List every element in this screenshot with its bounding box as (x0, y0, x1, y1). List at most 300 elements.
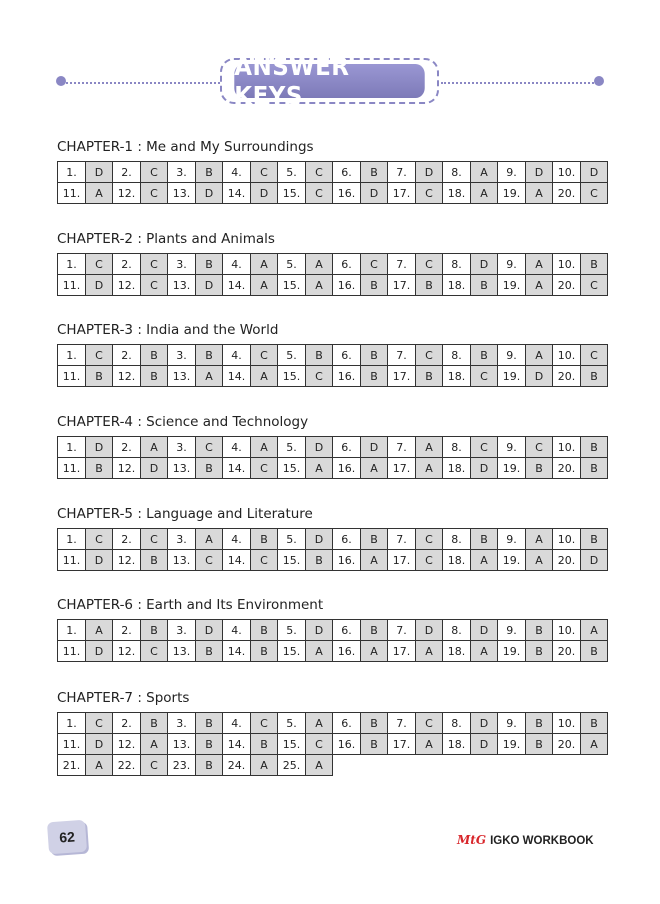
answer-letter: C (141, 183, 168, 204)
question-number: 20. (553, 275, 581, 296)
table-row (58, 458, 608, 479)
table-row (58, 755, 608, 776)
answer-letter: B (196, 755, 223, 776)
question-number: 3. (168, 713, 196, 734)
answer-letter: A (251, 437, 278, 458)
chapter-title (57, 689, 608, 707)
answer-letter: C (141, 529, 168, 550)
question-number: 2. (113, 254, 141, 275)
answer-letter: C (581, 183, 608, 204)
answer-letter: D (86, 641, 113, 662)
question-number: 10. (553, 620, 581, 641)
question-number: 4. (223, 529, 251, 550)
question-number: 14. (223, 458, 251, 479)
answer-letter: B (361, 734, 388, 755)
answer-letter: D (581, 550, 608, 571)
answer-letter: D (471, 620, 498, 641)
answer-letter: A (86, 620, 113, 641)
question-number: 2. (113, 620, 141, 641)
answer-letter: C (251, 162, 278, 183)
question-number: 3. (168, 345, 196, 366)
answer-letter: A (196, 366, 223, 387)
answer-letter: B (361, 162, 388, 183)
question-number: 14. (223, 641, 251, 662)
answer-letter: C (306, 183, 333, 204)
question-number: 7. (388, 162, 416, 183)
answer-letter: C (306, 366, 333, 387)
question-number: 8. (443, 529, 471, 550)
answer-letter: C (416, 183, 443, 204)
question-number: 19. (498, 641, 526, 662)
answer-letter: B (526, 734, 553, 755)
answer-letter: B (141, 366, 168, 387)
question-number: 2. (113, 437, 141, 458)
answer-letter: B (581, 458, 608, 479)
answer-letter: A (526, 183, 553, 204)
question-number: 7. (388, 713, 416, 734)
question-number: 17. (388, 458, 416, 479)
answer-letter: D (306, 529, 333, 550)
question-number: 16. (333, 275, 361, 296)
answer-letter: B (86, 458, 113, 479)
question-number: 12. (113, 734, 141, 755)
question-number: 15. (278, 366, 306, 387)
answer-letter: D (471, 713, 498, 734)
dotted-divider-left (62, 82, 220, 84)
answer-letter: C (471, 366, 498, 387)
question-number: 5. (278, 437, 306, 458)
question-number: 6. (333, 529, 361, 550)
question-number: 17. (388, 183, 416, 204)
answer-table (57, 436, 608, 479)
answer-letter: A (251, 366, 278, 387)
question-number: 19. (498, 366, 526, 387)
answer-table (57, 712, 608, 776)
question-number: 17. (388, 550, 416, 571)
question-number: 10. (553, 437, 581, 458)
question-number: 14. (223, 550, 251, 571)
question-number: 8. (443, 437, 471, 458)
question-number: 12. (113, 275, 141, 296)
question-number: 1. (58, 529, 86, 550)
table-row (58, 529, 608, 550)
chapter-5 (57, 505, 608, 571)
chapter-label: CHAPTER-4 : (57, 414, 147, 430)
answer-letter: C (141, 254, 168, 275)
question-number: 3. (168, 620, 196, 641)
answer-letter: B (581, 529, 608, 550)
answer-table (57, 253, 608, 296)
answer-letter: C (196, 550, 223, 571)
chapter-label: CHAPTER-2 : (57, 231, 147, 247)
answer-table (57, 619, 608, 662)
question-number: 8. (443, 162, 471, 183)
question-number: 1. (58, 254, 86, 275)
question-number: 12. (113, 366, 141, 387)
question-number: 13. (168, 734, 196, 755)
answer-letter: B (526, 641, 553, 662)
question-number: 18. (443, 641, 471, 662)
answer-table (57, 161, 608, 204)
question-number: 2. (113, 345, 141, 366)
answer-letter: C (416, 550, 443, 571)
answer-letter: B (196, 345, 223, 366)
table-row (58, 183, 608, 204)
question-number: 18. (443, 458, 471, 479)
answer-letter: A (306, 713, 333, 734)
answer-letter: A (306, 458, 333, 479)
question-number: 10. (553, 345, 581, 366)
chapter-title (57, 596, 608, 614)
answer-letter: A (526, 529, 553, 550)
question-number: 14. (223, 734, 251, 755)
answer-letter: D (141, 458, 168, 479)
question-number: 9. (498, 529, 526, 550)
question-number: 15. (278, 734, 306, 755)
workbook-name: IGKO WORKBOOK (490, 835, 594, 847)
question-number: 11. (58, 366, 86, 387)
question-number: 22. (113, 755, 141, 776)
answer-letter: A (251, 275, 278, 296)
answer-letter: A (416, 437, 443, 458)
answer-letter: B (141, 620, 168, 641)
brand-footer (457, 833, 594, 847)
question-number: 9. (498, 254, 526, 275)
answer-letter: D (306, 437, 333, 458)
question-number: 7. (388, 437, 416, 458)
question-number: 4. (223, 162, 251, 183)
answer-letter: B (196, 734, 223, 755)
chapter-4 (57, 413, 608, 479)
question-number: 10. (553, 713, 581, 734)
answer-letter: A (306, 275, 333, 296)
answer-letter: B (196, 458, 223, 479)
question-number: 2. (113, 713, 141, 734)
answer-letter: B (581, 254, 608, 275)
answer-letter: C (251, 458, 278, 479)
table-row (58, 734, 608, 755)
question-number: 15. (278, 275, 306, 296)
answer-letter: A (196, 529, 223, 550)
answer-letter: C (141, 162, 168, 183)
question-number: 19. (498, 183, 526, 204)
answer-letter: D (471, 734, 498, 755)
question-number: 18. (443, 366, 471, 387)
answer-letter: C (416, 713, 443, 734)
question-number: 20. (553, 183, 581, 204)
answer-letter: B (196, 641, 223, 662)
chapter-name: India and the World (146, 322, 279, 338)
answer-letter: B (306, 345, 333, 366)
question-number: 6. (333, 162, 361, 183)
chapter-label: CHAPTER-3 : (57, 322, 147, 338)
question-number: 10. (553, 529, 581, 550)
answer-letter: B (581, 713, 608, 734)
answer-letter: C (251, 550, 278, 571)
dot-ornament-right (594, 76, 604, 86)
answer-letter: C (306, 734, 333, 755)
answer-letter: D (251, 183, 278, 204)
answer-letter: B (526, 713, 553, 734)
question-number: 2. (113, 529, 141, 550)
answer-letter: B (361, 366, 388, 387)
question-number: 8. (443, 620, 471, 641)
dotted-divider-right (441, 82, 598, 84)
chapter-label: CHAPTER-6 : (57, 597, 147, 613)
question-number: 13. (168, 458, 196, 479)
answer-letter: C (471, 437, 498, 458)
question-number: 21. (58, 755, 86, 776)
question-number: 5. (278, 254, 306, 275)
question-number: 11. (58, 641, 86, 662)
question-number: 19. (498, 458, 526, 479)
question-number: 11. (58, 550, 86, 571)
question-number: 23. (168, 755, 196, 776)
answer-letter: C (141, 755, 168, 776)
chapter-1 (57, 138, 608, 204)
answer-letter: B (251, 734, 278, 755)
chapter-2 (57, 230, 608, 296)
answer-letter: D (416, 162, 443, 183)
answer-letter: A (526, 275, 553, 296)
answer-letter: C (251, 713, 278, 734)
answer-letter: B (361, 620, 388, 641)
answer-letter: A (471, 641, 498, 662)
answer-letter: D (361, 437, 388, 458)
answer-letter: B (471, 275, 498, 296)
question-number: 17. (388, 641, 416, 662)
question-number: 16. (333, 366, 361, 387)
answer-letter: D (196, 275, 223, 296)
question-number: 20. (553, 734, 581, 755)
answer-letter: A (471, 550, 498, 571)
question-number: 14. (223, 366, 251, 387)
question-number: 25. (278, 755, 306, 776)
question-number: 11. (58, 183, 86, 204)
answer-letter: C (581, 345, 608, 366)
question-number: 16. (333, 458, 361, 479)
page-title: ANSWER KEYS (234, 64, 424, 98)
answer-table (57, 344, 608, 387)
answer-letter: D (86, 162, 113, 183)
answer-letter: A (306, 641, 333, 662)
question-number: 9. (498, 345, 526, 366)
chapter-title (57, 230, 608, 248)
answer-letter: C (196, 437, 223, 458)
answer-letter: A (581, 620, 608, 641)
question-number: 13. (168, 366, 196, 387)
question-number: 8. (443, 713, 471, 734)
question-number: 18. (443, 734, 471, 755)
answer-letter: D (196, 620, 223, 641)
answer-letter: C (86, 529, 113, 550)
answer-letter: B (196, 713, 223, 734)
question-number: 7. (388, 529, 416, 550)
answer-letter: B (251, 620, 278, 641)
chapter-label: CHAPTER-7 : (57, 690, 147, 706)
answer-letter: D (86, 275, 113, 296)
answer-letter: C (416, 345, 443, 366)
question-number: 7. (388, 620, 416, 641)
answer-letter: D (471, 458, 498, 479)
answer-letter: C (526, 437, 553, 458)
answer-letter: C (416, 254, 443, 275)
answer-letter: C (141, 641, 168, 662)
answer-letter: A (471, 162, 498, 183)
question-number: 6. (333, 254, 361, 275)
answer-letter: D (306, 620, 333, 641)
question-number: 3. (168, 437, 196, 458)
page-number: 62 (47, 820, 87, 855)
question-number: 20. (553, 366, 581, 387)
question-number: 13. (168, 550, 196, 571)
chapter-7 (57, 689, 608, 776)
answer-letter: B (251, 529, 278, 550)
question-number: 11. (58, 458, 86, 479)
question-number: 20. (553, 458, 581, 479)
answer-letter: B (141, 713, 168, 734)
question-number: 6. (333, 620, 361, 641)
question-number: 4. (223, 713, 251, 734)
table-row (58, 345, 608, 366)
answer-letter: B (416, 366, 443, 387)
question-number: 6. (333, 713, 361, 734)
answer-letter: A (86, 183, 113, 204)
question-number: 17. (388, 366, 416, 387)
question-number: 15. (278, 550, 306, 571)
question-number: 10. (553, 162, 581, 183)
answer-letter: A (141, 734, 168, 755)
answer-letter: D (361, 183, 388, 204)
question-number: 8. (443, 254, 471, 275)
answer-letter: C (141, 275, 168, 296)
answer-letter: A (361, 458, 388, 479)
answer-letter: C (86, 713, 113, 734)
question-number: 12. (113, 458, 141, 479)
question-number: 1. (58, 437, 86, 458)
question-number: 9. (498, 713, 526, 734)
question-number: 12. (113, 550, 141, 571)
answer-letter: A (86, 755, 113, 776)
answer-letter: C (251, 345, 278, 366)
chapter-name: Language and Literature (146, 506, 313, 522)
answer-letter: B (526, 458, 553, 479)
question-number: 3. (168, 529, 196, 550)
question-number: 5. (278, 345, 306, 366)
answer-letter: C (361, 254, 388, 275)
chapter-title (57, 505, 608, 523)
answer-letter: B (581, 437, 608, 458)
question-number: 1. (58, 620, 86, 641)
answer-letter: A (416, 641, 443, 662)
title-badge (220, 52, 439, 110)
answer-letter: B (306, 550, 333, 571)
answer-letter: D (86, 734, 113, 755)
answer-letter: B (361, 275, 388, 296)
answer-letter: B (86, 366, 113, 387)
question-number: 19. (498, 275, 526, 296)
answer-letter: B (471, 345, 498, 366)
answer-letter: D (526, 366, 553, 387)
question-number: 12. (113, 183, 141, 204)
answer-letter: A (416, 458, 443, 479)
chapter-label: CHAPTER-1 : (57, 139, 147, 155)
question-number: 17. (388, 275, 416, 296)
question-number: 2. (113, 162, 141, 183)
table-row (58, 366, 608, 387)
answer-letter: B (196, 254, 223, 275)
question-number: 16. (333, 641, 361, 662)
chapter-title (57, 138, 608, 156)
question-number: 18. (443, 550, 471, 571)
table-row (58, 620, 608, 641)
answer-letter: B (251, 641, 278, 662)
question-number: 5. (278, 620, 306, 641)
question-number: 13. (168, 275, 196, 296)
answer-letter: B (141, 345, 168, 366)
answer-letter: A (581, 734, 608, 755)
answer-letter: B (526, 620, 553, 641)
answer-letter: A (251, 254, 278, 275)
question-number: 15. (278, 458, 306, 479)
question-number: 17. (388, 734, 416, 755)
question-number: 9. (498, 162, 526, 183)
question-number: 10. (553, 254, 581, 275)
question-number: 7. (388, 254, 416, 275)
brand-logo: MtG (457, 833, 487, 847)
answer-letter: C (306, 162, 333, 183)
chapter-name: Plants and Animals (146, 231, 275, 247)
question-number: 4. (223, 437, 251, 458)
chapter-name: Me and My Surroundings (146, 139, 314, 155)
question-number: 15. (278, 641, 306, 662)
answer-letter: D (86, 550, 113, 571)
answer-table (57, 528, 608, 571)
question-number: 9. (498, 620, 526, 641)
table-row (58, 713, 608, 734)
chapter-title (57, 321, 608, 339)
answer-letter: A (306, 254, 333, 275)
question-number: 5. (278, 162, 306, 183)
question-number: 1. (58, 713, 86, 734)
chapter-name: Sports (146, 690, 190, 706)
question-number: 11. (58, 275, 86, 296)
answer-letter: C (581, 275, 608, 296)
answer-letter: B (361, 529, 388, 550)
table-row (58, 550, 608, 571)
section-header (0, 52, 660, 110)
table-row (58, 275, 608, 296)
question-number: 4. (223, 620, 251, 641)
table-row (58, 437, 608, 458)
answer-letter: A (526, 550, 553, 571)
table-row (58, 641, 608, 662)
chapter-title (57, 413, 608, 431)
question-number: 14. (223, 183, 251, 204)
question-number: 7. (388, 345, 416, 366)
question-number: 1. (58, 162, 86, 183)
chapter-name: Science and Technology (146, 414, 309, 430)
question-number: 16. (333, 183, 361, 204)
question-number: 20. (553, 641, 581, 662)
answer-letter: D (86, 437, 113, 458)
answer-letter: B (196, 162, 223, 183)
answer-letter: C (86, 345, 113, 366)
answer-letter: B (471, 529, 498, 550)
answer-letter: A (306, 755, 333, 776)
answer-letter: A (526, 254, 553, 275)
question-number: 6. (333, 437, 361, 458)
